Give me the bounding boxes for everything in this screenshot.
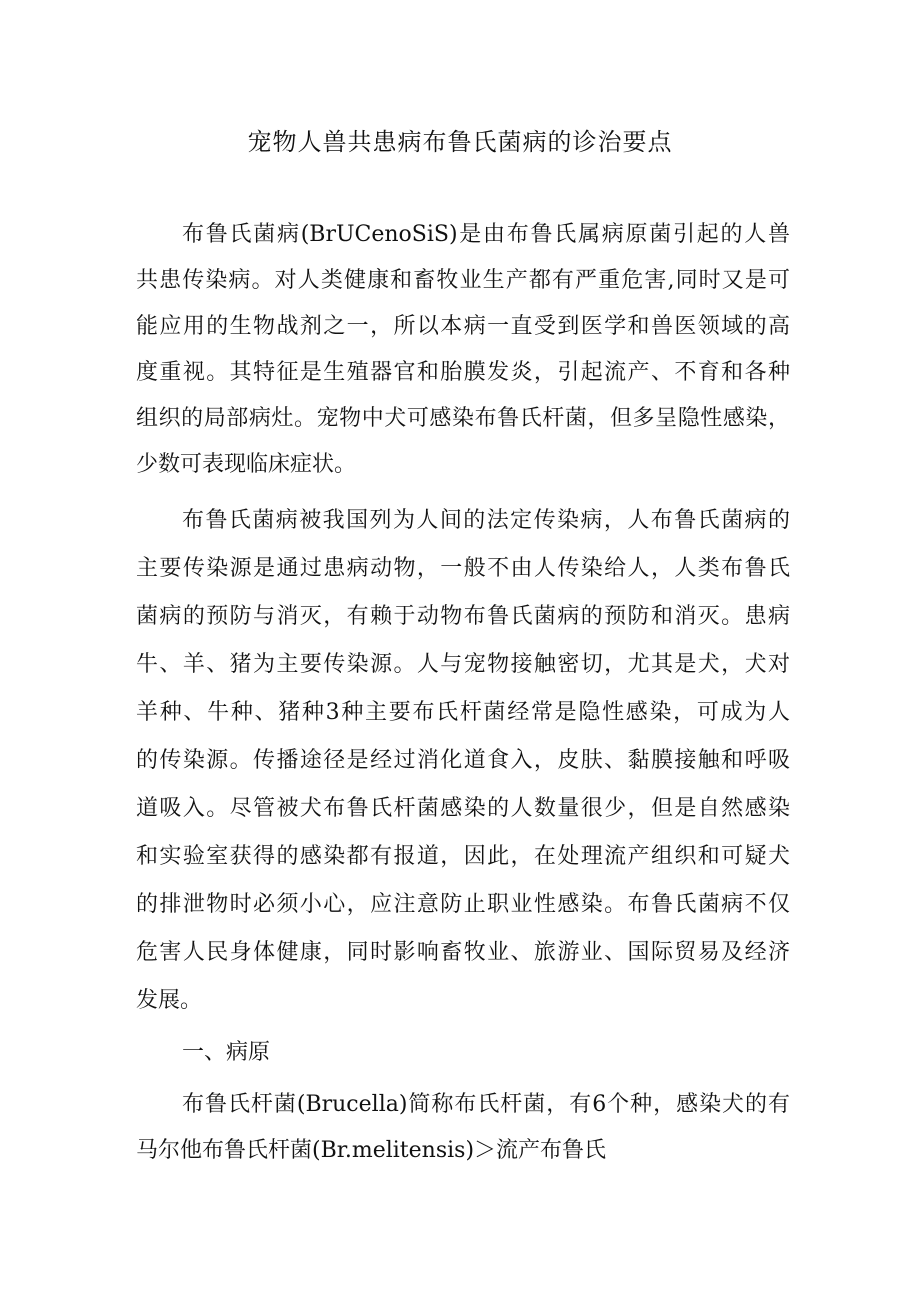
text-line: 的排泄物时必须小心，应注意防止职业性感染。布鲁氏菌病不仅	[136, 892, 790, 917]
text-line: 和实验室获得的感染都有报道，因此，在处理流产组织和可疑犬	[136, 844, 790, 869]
text-line: 危害人民身体健康，同时影响畜牧业、旅游业、国际贸易及经济	[136, 940, 790, 965]
text-line: 度重视。其特征是生殖器官和胎膜发炎，引起流产、不育和各种	[136, 360, 790, 385]
text-line: 布鲁氏菌病(BrUCenoSiS)是由布鲁氏属病原菌引起的人兽	[182, 222, 790, 247]
text-line: 主要传染源是通过患病动物，一般不由人传染给人，人类布鲁氏	[136, 556, 790, 581]
text-line: 发展。	[136, 988, 203, 1013]
text-line: 的传染源。传播途径是经过消化道食入，皮肤、黏膜接触和呼吸	[136, 748, 790, 773]
text-line: 少数可表现临床症状。	[136, 452, 357, 477]
text-line: 能应用的生物战剂之一，所以本病一直受到医学和兽医领域的高	[136, 314, 790, 339]
text-line: 组织的局部病灶。宠物中犬可感染布鲁氏杆菌，但多呈隐性感染，	[136, 406, 790, 431]
section-heading: 一、病原	[182, 1040, 271, 1065]
text-line: 布鲁氏菌病被我国列为人间的法定传染病，人布鲁氏菌病的	[182, 508, 790, 533]
document-title: 宠物人兽共患病布鲁氏菌病的诊治要点	[247, 128, 673, 156]
text-line: 道吸入。尽管被犬布鲁氏杆菌感染的人数量很少，但是自然感染	[136, 796, 790, 821]
text-line: 菌病的预防与消灭，有赖于动物布鲁氏菌病的预防和消灭。患病	[136, 604, 790, 629]
text-line: 牛、羊、猪为主要传染源。人与宠物接触密切，尤其是犬，犬对	[136, 652, 790, 677]
text-line: 共患传染病。对人类健康和畜牧业生产都有严重危害,同时又是可	[136, 268, 790, 293]
text-line: 羊种、牛种、猪种3种主要布氏杆菌经常是隐性感染，可成为人	[136, 700, 790, 725]
text-line: 布鲁氏杆菌(Brucella)简称布氏杆菌，有6个种，感染犬的有	[182, 1092, 790, 1117]
text-line: 马尔他布鲁氏杆菌(Br.melitensis)＞流产布鲁氏	[136, 1138, 607, 1163]
